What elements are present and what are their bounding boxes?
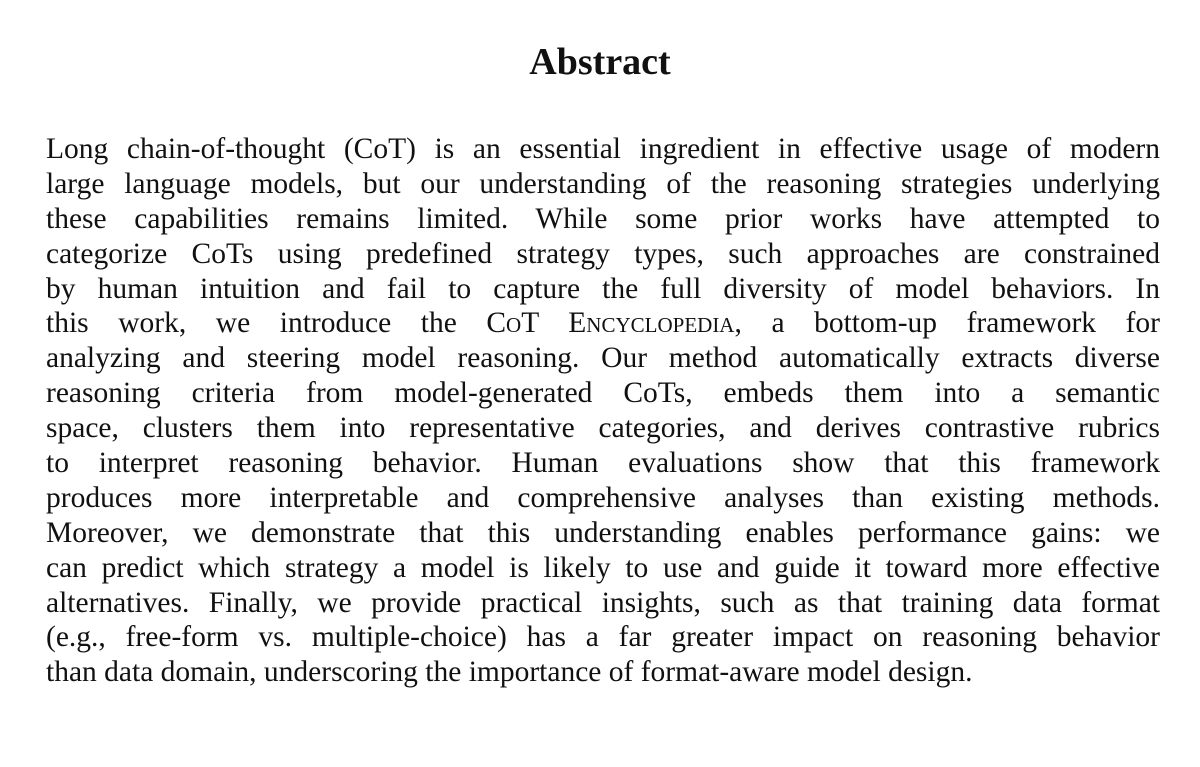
abstract-line: space, clusters them into representative categories, and derives contrastive rubrics xyxy=(46,412,1160,445)
abstract-line: analyzing and steering model reasoning. Our method automatically extracts diverse xyxy=(46,342,1160,375)
abstract-line: large language models, but our understanding of the reasoning strategies underlying xyxy=(46,167,1160,200)
framework-name: CoT Encyclopedia xyxy=(486,307,735,340)
abstract-line: these capabilities remains limited. While some prior works have attempted to xyxy=(46,202,1160,235)
abstract-line-segment: this work, we introduce the xyxy=(46,307,487,340)
abstract-heading: Abstract xyxy=(529,41,671,83)
abstract-line xyxy=(46,306,1160,341)
abstract-line: (e.g., free-form vs. multiple-choice) has a far greater impact on reasoning behavior xyxy=(46,621,1160,654)
abstract-line: to interpret reasoning behavior. Human evaluations show that this framework xyxy=(46,447,1160,480)
abstract-line: alternatives. Finally, we provide practical insights, such as that training data format xyxy=(46,586,1160,619)
abstract-line: can predict which strategy a model is likely to use and guide it toward more effective xyxy=(46,551,1160,584)
abstract-line: than data domain, underscoring the importance of format-aware model design. xyxy=(46,656,973,689)
abstract-line: Long chain-of-thought (CoT) is an essential ingredient in effective usage of modern xyxy=(46,133,1160,165)
abstract-line: categorize CoTs using predefined strategy types, such approaches are constrained xyxy=(46,237,1160,270)
abstract-line: reasoning criteria from model-generated CoTs, embeds them into a semantic xyxy=(46,377,1160,410)
abstract-line-segment: , a bottom-up framework for xyxy=(734,307,1160,340)
abstract-line: by human intuition and fail to capture the full diversity of model behaviors. In xyxy=(46,272,1160,305)
abstract-line: Moreover, we demonstrate that this understanding enables performance gains: we xyxy=(46,516,1160,549)
abstract-body xyxy=(46,132,1160,690)
abstract-line: produces more interpretable and comprehensive analyses than existing methods. xyxy=(46,481,1160,514)
